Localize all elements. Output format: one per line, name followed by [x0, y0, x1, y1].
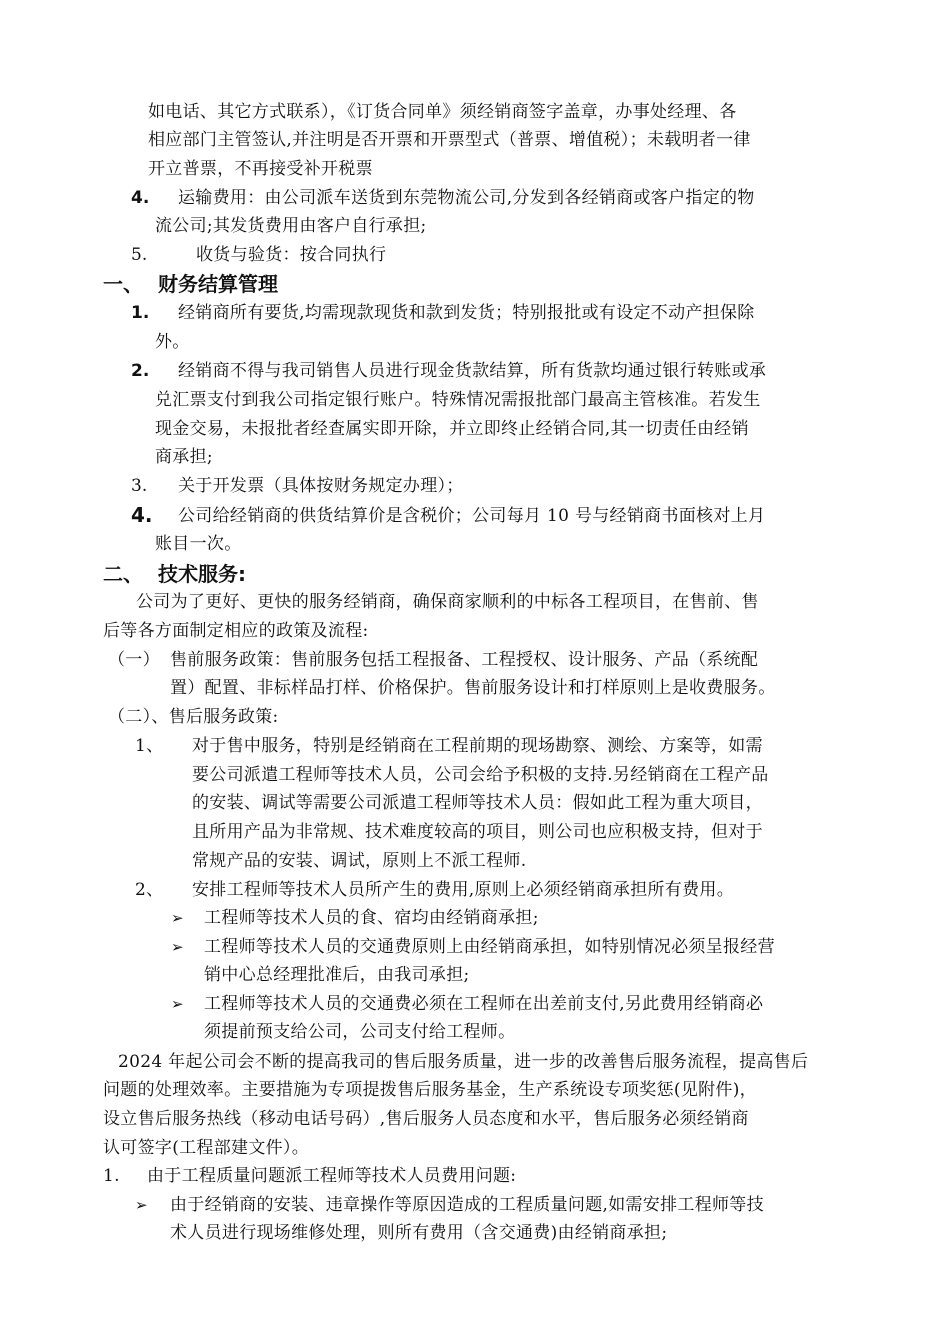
item-text: 要公司派遣工程师等技术人员，公司会给予积极的支持.另经销商在工程产品 [192, 765, 769, 785]
item-number: 2. [131, 361, 150, 381]
section-title: 财务结算管理 [158, 272, 278, 296]
arrow-bullet-icon: ➢ [135, 1196, 148, 1214]
item-text: 常规产品的安装、调试，原则上不派工程师. [192, 851, 527, 871]
subsection-text: 置）配置、非标样品打样、价格保护。售前服务设计和打样原则上是收费服务。 [170, 678, 776, 698]
item-number: 1. [103, 1166, 120, 1186]
paragraph-line: 问题的处理效率。主要措施为专项提拨售后服务基金，生产系统设专项奖惩(见附件)， [103, 1080, 757, 1100]
intro-line: 如电话、其它方式联系），《订货合同单》须经销商签字盖章，办事处经理、各 [148, 102, 737, 122]
item-text: 公司给经销商的供货结算价是含税价；公司每月 10 号与经销商书面核对上月 [178, 506, 766, 526]
paragraph-line: 2024 年起公司会不断的提高我司的售后服务质量，进一步的改善售后服务流程，提高售后 [118, 1052, 809, 1072]
intro-line: 相应部门主管签认,并注明是否开票和开票型式（普票、增值税）；未载明者一律 [148, 130, 751, 150]
bullet-text: 工程师等技术人员的食、宿均由经销商承担; [204, 908, 539, 928]
item-number: 1. [131, 303, 150, 323]
paragraph-line: 设立售后服务热线（移动电话号码）,售后服务人员态度和水平，售后服务必须经销商 [103, 1109, 749, 1129]
item-text: 兑汇票支付到我公司指定银行账户。特殊情况需报批部门最高主管核准。若发生 [155, 390, 761, 410]
item-text: 关于开发票（具体按财务规定办理）； [178, 476, 464, 496]
bullet-text: 工程师等技术人员的交通费原则上由经销商承担，如特别情况必须呈报经营 [204, 937, 775, 957]
subsection-text: 售前服务政策：售前服务包括工程报备、工程授权、设计服务、产品（系统配 [170, 650, 759, 670]
item-text: 现金交易，未报批者经查属实即开除，并立即终止经销合同,其一切责任由经销 [155, 419, 749, 439]
arrow-bullet-icon: ➢ [171, 995, 184, 1013]
bullet-text: 术人员进行现场维修处理，则所有费用（含交通费)由经销商承担; [170, 1223, 668, 1243]
item-text: 且所用产品为非常规、技术难度较高的项目，则公司也应积极支持，但对于 [192, 822, 763, 842]
paragraph-line: 公司为了更好、更快的服务经销商，确保商家顺利的中标各工程项目，在售前、售 [136, 592, 759, 612]
item-text: 经销商不得与我司销售人员进行现金货款结算，所有货款均通过银行转账或承 [178, 361, 767, 381]
item-text: 流公司;其发货费用由客户自行承担; [155, 216, 427, 236]
item-number: 5. [131, 245, 148, 265]
item-text: 外。 [155, 332, 190, 352]
bullet-text: 销中心总经理批准后，由我司承担; [204, 965, 470, 985]
item-text: 对于售中服务，特别是经销商在工程前期的现场勘察、测绘、方案等，如需 [192, 736, 763, 756]
bullet-text: 须提前预支给公司，公司支付给工程师。 [204, 1022, 516, 1042]
section-number: 一、 [103, 272, 143, 296]
item-text: 的安装、调试等需要公司派遣工程师等技术人员：假如此工程为重大项目， [192, 793, 763, 813]
item-text: 安排工程师等技术人员所产生的费用,原则上必须经销商承担所有费用。 [192, 880, 735, 900]
bullet-text: 工程师等技术人员的交通费必须在工程师在出差前支付,另此费用经销商必 [204, 994, 764, 1014]
item-number: 4. [131, 188, 150, 208]
paragraph-line: 后等各方面制定相应的政策及流程: [103, 621, 369, 641]
item-number: 1、 [135, 736, 164, 756]
item-text: 收货与验货：按合同执行 [196, 245, 387, 265]
subsection-heading: （二）、售后服务政策: [108, 707, 279, 727]
arrow-bullet-icon: ➢ [171, 909, 184, 927]
paragraph-line: 认可签字(工程部建文件）。 [103, 1138, 310, 1158]
item-text: 运输费用：由公司派车送货到东莞物流公司,分发到各经销商或客户指定的物 [178, 188, 755, 208]
item-text: 经销商所有要货,均需现款现货和款到发货；特别报批或有设定不动产担保除 [178, 303, 755, 323]
item-number: 2、 [135, 880, 164, 900]
item-number: 3. [131, 476, 148, 496]
section-number: 二、 [103, 562, 143, 586]
bullet-text: 由于经销商的安装、违章操作等原因造成的工程质量问题,如需安排工程师等技 [170, 1195, 764, 1215]
arrow-bullet-icon: ➢ [171, 938, 184, 956]
subsection-number: （一） [108, 650, 160, 670]
intro-line: 开立普票，不再接受补开税票 [148, 159, 373, 179]
item-text: 由于工程质量问题派工程师等技术人员费用问题: [147, 1166, 517, 1186]
section-title: 技术服务: [158, 562, 246, 586]
item-number: 4. [131, 503, 153, 527]
item-text: 账目一次。 [155, 534, 242, 554]
item-text: 商承担; [155, 447, 213, 467]
